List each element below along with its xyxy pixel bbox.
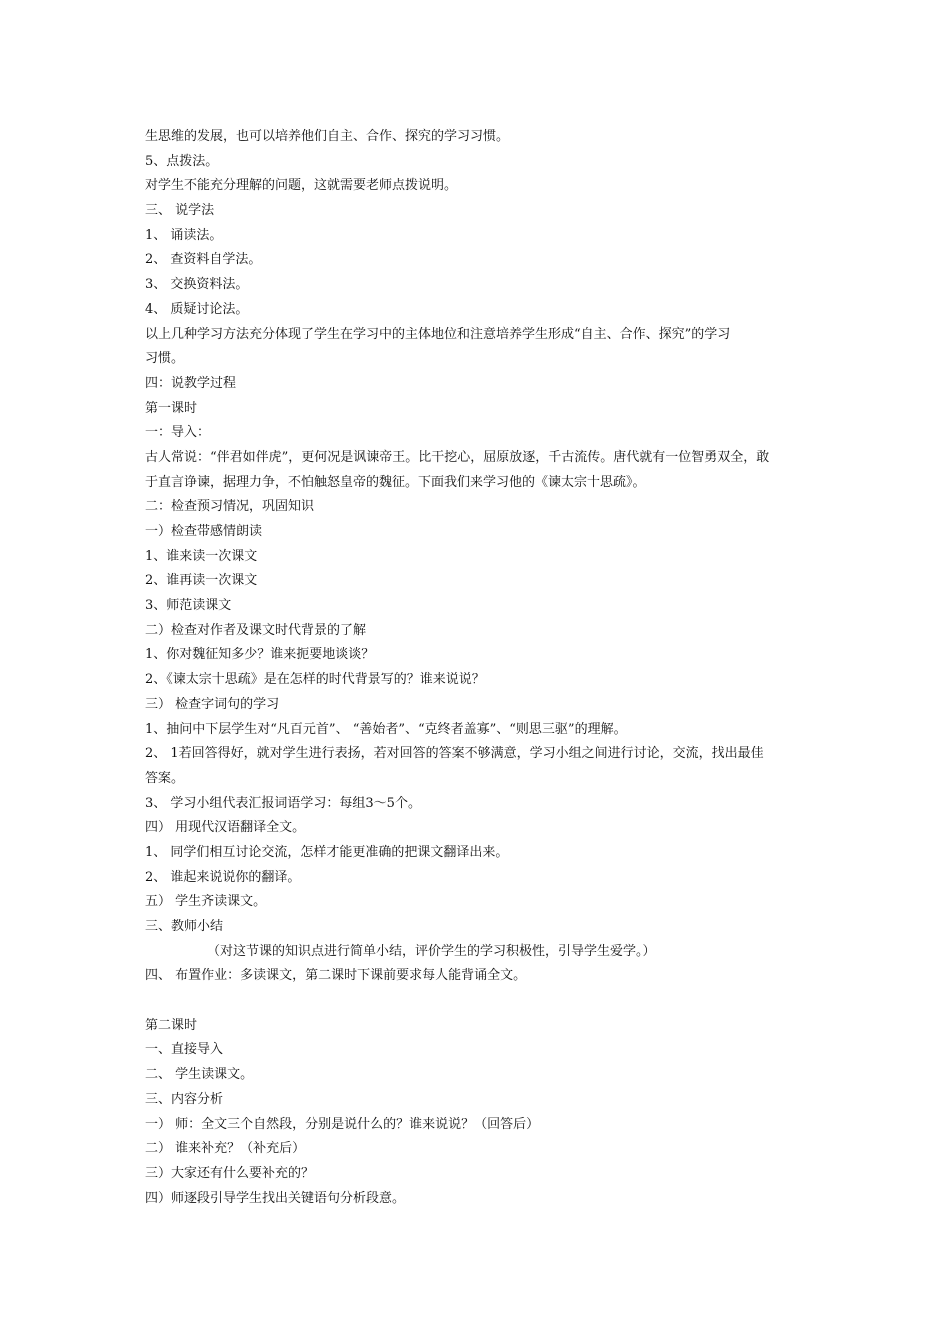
list-item: 3、 交换资料法。 — [145, 277, 249, 293]
text-line: 生思维的发展，也可以培养他们自主、合作、探究的学习习惯。 — [145, 129, 510, 144]
blank-line — [145, 989, 815, 1014]
list-item: 3、 学习小组代表汇报词语学习：每组3～5个。 — [145, 795, 421, 811]
section-heading: 四：说教学过程 — [145, 375, 237, 391]
subsection-heading: 四） 用现代汉语翻译全文。 — [145, 820, 306, 836]
section-heading: 三、内容分析 — [145, 1091, 224, 1107]
section-heading: 三、 说学法 — [145, 203, 215, 219]
lesson-heading: 第二课时 — [145, 1017, 198, 1033]
list-item: 1、抽问中下层学生对“凡百元首”、 “善始者”、“克终者盖寡”、“则思三驱”的理解。 — [145, 721, 627, 737]
list-item: 3、师范读课文 — [145, 598, 232, 614]
text-line: 古人常说：“伴君如伴虎”，更何况是讽谏帝王。比干挖心，屈原放逐，千古流传。唐代就有一位智勇双全，敢 — [145, 449, 770, 465]
subsection-heading: 四）师逐段引导学生找出关键语句分析段意。 — [145, 1190, 406, 1206]
lesson-heading: 第一课时 — [145, 400, 198, 416]
text-line: 答案。 — [145, 770, 185, 786]
section-heading: 三、教师小结 — [145, 919, 224, 934]
list-item: 2、 谁起来说说你的翻译。 — [145, 869, 301, 885]
subsection-heading: 二）检查对作者及课文时代背景的了解 — [145, 622, 367, 638]
text-line: 于直言诤谏，据理力争，不怕触怒皇帝的魏征。下面我们来学习他的《谏太宗十思疏》。 — [145, 474, 646, 490]
subsection-heading: 三）大家还有什么要补充的？ — [145, 1165, 315, 1181]
text-line: 5、点拨法。 — [145, 153, 219, 169]
list-item: 1、 同学们相互讨论交流，怎样才能更准确的把课文翻译出来。 — [145, 844, 509, 860]
list-item: 2、 查资料自学法。 — [145, 252, 262, 268]
list-item: 1、谁来读一次课文 — [145, 548, 258, 564]
section-heading: 二、 学生读课文。 — [145, 1067, 254, 1083]
list-item: 2、 1若回答得好，就对学生进行表扬，若对回答的答案不够满意，学习小组之间进行讨论，交流，找出最佳 — [145, 746, 764, 762]
subsection-heading: 五） 学生齐读课文。 — [145, 894, 267, 910]
list-item: 2、谁再读一次课文 — [145, 573, 258, 589]
section-heading: 二：检查预习情况，巩固知识 — [145, 499, 315, 515]
list-item: 2、《谏太宗十思疏》是在怎样的时代背景写的？谁来说说？ — [145, 672, 485, 688]
document-body — [145, 125, 815, 1211]
text-line: 以上几种学习方法充分体现了学生在学习中的主体地位和注意培养学生形成“自主、合作、探究”的学习 — [145, 326, 731, 342]
subsection-heading: 二） 谁来补充？（补充后） — [145, 1141, 306, 1157]
subsection-heading: 一） 师：全文三个自然段，分别是说什么的？谁来说说？（回答后） — [145, 1116, 540, 1132]
list-item: 1、 诵读法。 — [145, 227, 223, 243]
section-heading: 一：导入： — [145, 425, 211, 441]
list-item: 4、 质疑讨论法。 — [145, 301, 249, 317]
text-line: （对这节课的知识点进行简单小结，评价学生的学习积极性，引导学生爱学。） — [207, 943, 656, 959]
list-item: 1、你对魏征知多少？谁来扼要地谈谈？ — [145, 647, 375, 663]
text-line: 习惯。 — [145, 351, 185, 367]
section-heading: 四、 布置作业：多读课文，第二课时下课前要求每人能背诵全文。 — [145, 968, 527, 984]
section-heading: 一、直接导入 — [145, 1042, 224, 1058]
text-line: 对学生不能充分理解的问题，这就需要老师点拨说明。 — [145, 178, 458, 194]
subsection-heading: 一）检查带感情朗读 — [145, 524, 263, 539]
subsection-heading: 三） 检查字词句的学习 — [145, 696, 280, 712]
